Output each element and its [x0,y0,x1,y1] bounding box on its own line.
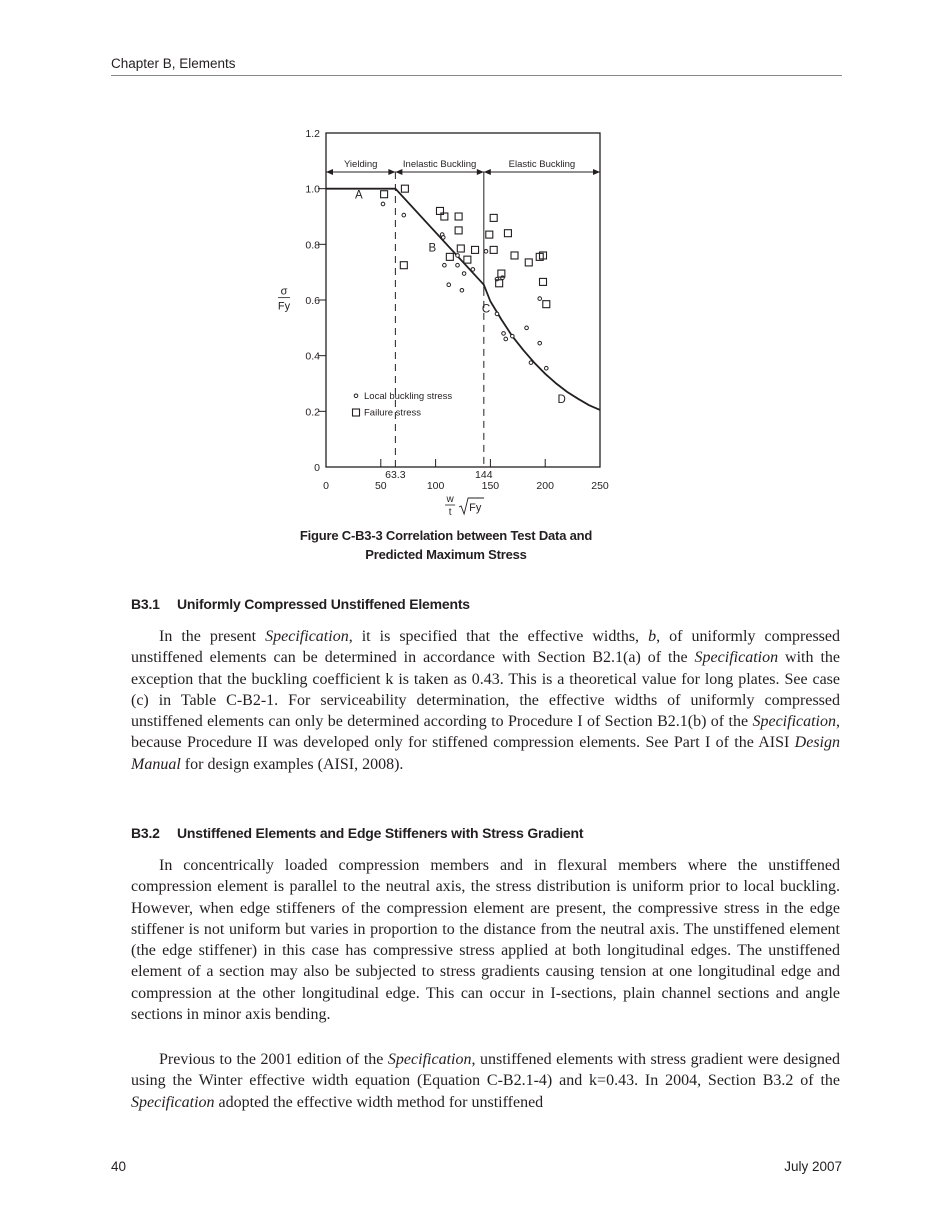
italic-term: Specification [265,628,349,645]
arrowhead-left [395,169,402,175]
section-heading-b3-1 [131,596,470,612]
failure-stress-point [490,214,497,221]
text-run: adopted the effective width method for unstiffened [214,1093,544,1111]
failure-stress-point [381,191,388,198]
failure-stress-point [455,227,462,234]
x-axis-label-denominator: t [448,507,452,518]
text-run: In the present [159,628,266,645]
text-run: for design examples (AISI, 2008). [180,755,404,773]
paragraph-b3-2-1 [131,855,840,1025]
failure-stress-point [400,262,407,269]
curve-label: D [557,393,566,406]
failure-stress-point [446,253,453,260]
region-label: Inelastic Buckling [402,158,477,170]
local-buckling-point [504,337,508,341]
text-run: , of uniformly compressed unstiffened elements can be determined in accordance with Section B2.1(a) of the [131,628,841,667]
boundary-label: 63.3 [385,469,406,481]
arrowhead-right [388,169,395,175]
local-buckling-point [441,236,445,240]
section-title: Unstiffened Elements and Edge Stiffeners with Stress Gradient [177,825,584,841]
failure-stress-point [486,231,493,238]
region-label: Yielding [343,158,378,170]
failure-stress-point [540,278,547,285]
text-run: , because Procedure II was developed only for stiffened compression elements. See Part I of the AISI [131,713,840,752]
x-tick-label: 200 [536,480,554,492]
figure-caption-line-1: Figure C-B3-3 Correlation between Test Data and [299,528,593,543]
predicted-stress-curve [326,189,600,410]
local-buckling-point [538,341,542,345]
local-buckling-point [502,332,506,336]
arrowhead-left [326,169,333,175]
local-buckling-point [456,263,460,267]
failure-stress-point [504,230,511,237]
local-buckling-point [456,254,460,258]
failure-stress-point [490,246,497,253]
local-buckling-point [447,283,451,287]
text-run: In concentrically loaded compression members and in flexural members where the unstiffened compression element is parallel to the neutral axis, the stress distribution is uniform prior to local buckling. However, when edge stiffeners of the compression element are present, the compressive stress in the edge stiffener is not uniform but varies in proportion to the distance from the neutral axis. The unstiffened element (the edge stiffener) in this case has compressive stress applied at both longitudinal edges. The unstiffened element of a section may also be subjected to stress gradients causing tension at one longitudinal edge and compression at the other longitudinal edge. This can occur in I-sections, plain channel sections and angle sections in minor axis bending. [131,857,840,1024]
legend-label-failure: Failure stress [364,407,422,419]
arrowhead-left [484,169,491,175]
text-run: , it is specified that the effective widths, [348,628,649,645]
text-run: , unstiffened elements with stress gradient were designed using the Winter effective width equation (Equation C-B2.1-4) and k=0.43. In 2004, Section B3.2 of the [131,1051,840,1090]
text-run: with the exception that the buckling coefficient k is taken as 0.43. This is a theoretical value for long plates. See case (c) in Table C-B2-1. For serviceability determination, the effective widths of uniformly compressed unstiffened elements can only be determined according to Procedure I of Section B2.1(b) of the [131,649,841,731]
section-title: Uniformly Compressed Unstiffened Elements [177,596,470,612]
italic-term: Design Manual [131,734,840,773]
y-tick-label: 0 [314,462,320,474]
section-number: B3.1 [131,596,160,612]
y-axis-label-denominator: Fy [277,300,291,313]
local-buckling-point [544,366,548,370]
y-tick-label: 0.6 [305,295,320,307]
page-number: 40 [111,1159,127,1174]
local-buckling-point [462,272,466,276]
local-buckling-point [501,276,505,280]
y-tick-label: 0.4 [305,350,320,363]
curve-label: A [355,189,363,202]
curve-label: B [428,242,437,255]
local-buckling-point [529,361,533,365]
italic-term: Specification [131,1093,215,1111]
local-buckling-point [471,268,475,272]
italic-term: Specification [694,649,779,667]
x-tick-label: 100 [426,480,445,492]
section-number: B3.2 [131,825,160,841]
x-tick-label: 0 [323,480,329,492]
y-axis-label-numerator: σ [280,285,288,298]
figure-caption-line-2: Predicted Maximum Stress [365,547,527,562]
boundary-label: 144 [475,469,493,481]
footer-date: July 2007 [784,1159,842,1174]
failure-stress-point [455,213,462,220]
section-heading-b3-2 [131,825,583,841]
italic-term: Specification [387,1051,472,1068]
x-axis-label-radicand: Fy [469,502,482,514]
failure-stress-point [543,301,550,308]
x-axis-label-numerator: w [446,494,454,505]
header-rule [111,75,842,76]
legend-square-marker [353,409,360,416]
y-tick-label: 0.2 [305,406,320,419]
x-tick-label: 250 [591,480,609,492]
arrowhead-right [593,169,600,175]
legend-circle-marker [354,394,358,398]
y-tick-label: 1.0 [305,183,320,196]
local-buckling-point [538,297,542,301]
failure-stress-point [401,185,408,192]
paragraph-b3-2-2 [131,1049,840,1113]
x-tick-label: 150 [481,480,500,492]
legend-label-local-buckling: Local buckling stress [364,390,453,402]
failure-stress-point [457,245,464,252]
local-buckling-point [511,334,515,338]
text-run: Previous to the 2001 edition of the [159,1051,388,1068]
curve-label: C [481,303,491,316]
y-tick-label: 1.2 [305,128,320,140]
failure-stress-point [511,252,518,259]
figure-c-b3-3-chart [270,120,620,520]
local-buckling-point [443,263,447,267]
local-buckling-point [495,312,499,316]
x-tick-label: 50 [374,480,387,492]
local-buckling-point [402,213,406,217]
running-header: Chapter B, Elements [111,56,236,71]
region-label: Elastic Buckling [508,158,576,170]
paragraph-b3-1-1 [131,626,840,775]
failure-stress-point [525,259,532,266]
local-buckling-point [460,288,464,292]
local-buckling-point [381,202,385,206]
failure-stress-point [464,256,471,263]
y-tick-label: 0.8 [305,239,320,252]
italic-term: Specification [752,713,836,731]
local-buckling-point [484,249,488,253]
italic-term: b [648,628,657,645]
local-buckling-point [525,326,529,330]
failure-stress-point [472,246,479,253]
arrowhead-right [477,169,484,175]
figure-caption [150,526,742,564]
